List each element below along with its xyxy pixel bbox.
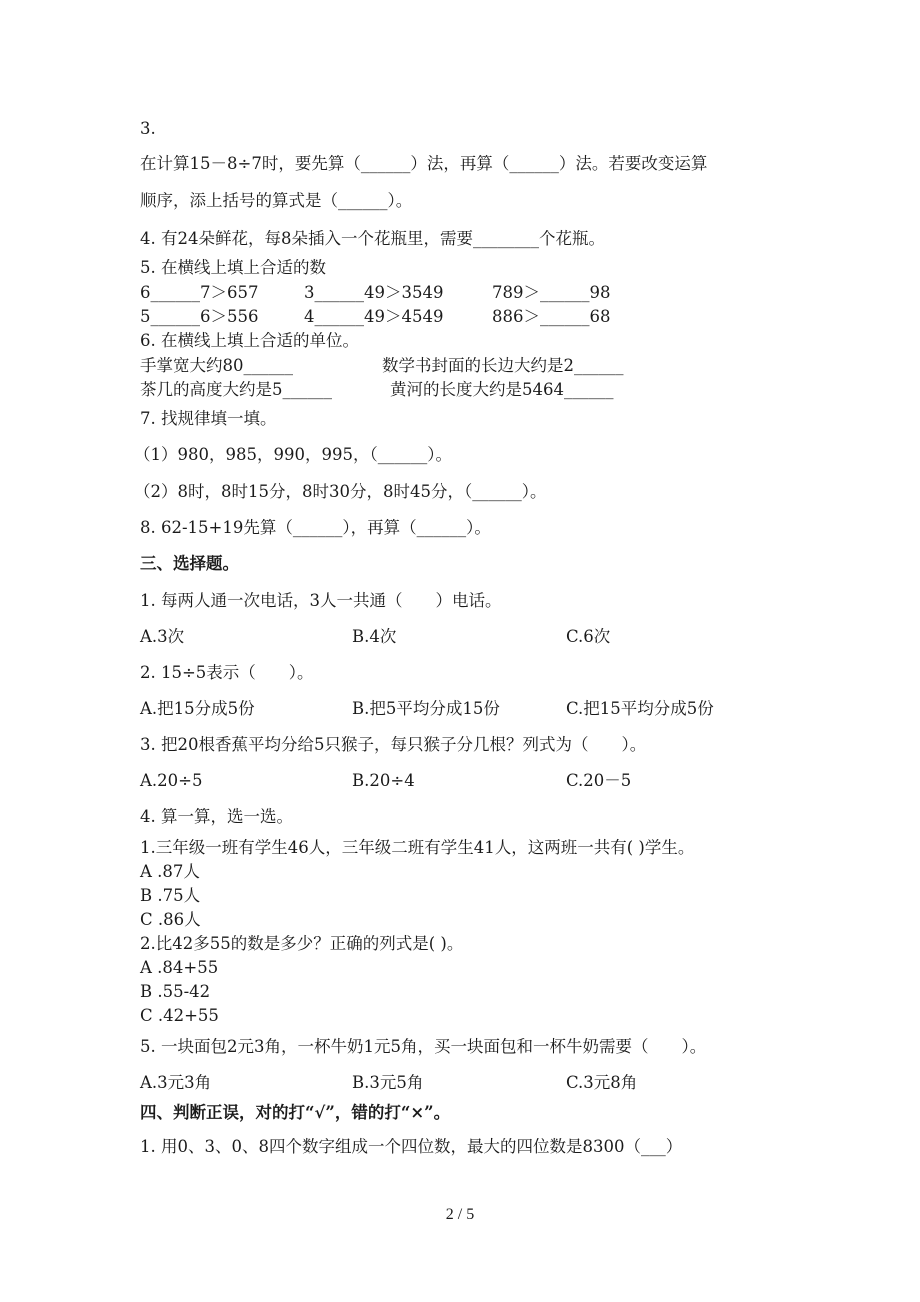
q7-part2: （2）8时，8时15分，8时30分，8时45分，（______）。 bbox=[134, 482, 547, 501]
q6-title: 6. 在横线上填上合适的单位。 bbox=[140, 331, 359, 350]
s3-q1-option-c: C.6次 bbox=[566, 627, 611, 646]
q3-text-line2: 顺序，添上括号的算式是（______）。 bbox=[140, 191, 413, 210]
s3-q4-sub2-option-a: A .84+55 bbox=[140, 958, 219, 977]
page-number: 2 / 5 bbox=[445, 1206, 475, 1223]
s3-q3-option-c: C.20－5 bbox=[566, 771, 632, 790]
s3-q5-option-b: B.3元5角 bbox=[352, 1073, 424, 1092]
s3-q1-option-b: B.4次 bbox=[352, 627, 397, 646]
s3-q2-option-b: B.把5平均分成15份 bbox=[352, 699, 500, 718]
q3-number: 3. bbox=[140, 119, 156, 138]
q5-r1-c2: 3______49＞3549 bbox=[304, 283, 444, 302]
s3-q3-option-a: A.20÷5 bbox=[140, 771, 203, 790]
s3-q3-text: 3. 把20根香蕉平均分给5只猴子，每只猴子分几根？列式为（ ）。 bbox=[140, 735, 647, 754]
s3-q4-sub1-option-a: A .87人 bbox=[140, 862, 200, 881]
section4-heading: 四、判断正误，对的打“√”，错的打“×”。 bbox=[140, 1103, 451, 1122]
s3-q4-sub2-option-b: B .55-42 bbox=[140, 982, 211, 1001]
q6-r1-c1: 手掌宽大约80______ bbox=[140, 356, 293, 375]
q3-text-line1: 在计算15－8÷7时，要先算（______）法，再算（______）法。若要改变运算 bbox=[140, 154, 708, 173]
section3-heading: 三、选择题。 bbox=[140, 554, 239, 573]
q6-r1-c2: 数学书封面的长边大约是2______ bbox=[382, 356, 624, 375]
s3-q4-sub1-option-c: C .86人 bbox=[140, 910, 201, 929]
s3-q1-text: 1. 每两人通一次电话，3人一共通（ ）电话。 bbox=[140, 591, 502, 610]
q4-text: 4. 有24朵鲜花，每8朵插入一个花瓶里，需要________个花瓶。 bbox=[140, 229, 605, 248]
s3-q4-text: 4. 算一算，选一选。 bbox=[140, 807, 293, 826]
s4-q1-text: 1. 用0、3、0、8四个数字组成一个四位数，最大的四位数是8300（___） bbox=[140, 1137, 683, 1156]
s3-q4-sub1-option-b: B .75人 bbox=[140, 886, 201, 905]
q5-r2-c3: 886＞______68 bbox=[492, 307, 611, 326]
s3-q2-text: 2. 15÷5表示（ ）。 bbox=[140, 663, 314, 682]
s3-q3-option-b: B.20÷4 bbox=[352, 771, 415, 790]
s3-q2-option-a: A.把15分成5份 bbox=[140, 699, 255, 718]
q5-r2-c1: 5______6＞556 bbox=[140, 307, 259, 326]
q6-r2-c1: 茶几的高度大约是5______ bbox=[140, 380, 332, 399]
s3-q5-text: 5. 一块面包2元3角，一杯牛奶1元5角，买一块面包和一杯牛奶需要（ ）。 bbox=[140, 1037, 707, 1056]
q7-part1: （1）980，985，990，995，（______）。 bbox=[134, 445, 452, 464]
q5-r1-c3: 789＞______98 bbox=[492, 283, 611, 302]
s3-q5-option-a: A.3元3角 bbox=[140, 1073, 212, 1092]
s3-q2-option-c: C.把15平均分成5份 bbox=[566, 699, 714, 718]
q5-r1-c1: 6______7＞657 bbox=[140, 283, 259, 302]
q5-r2-c2: 4______49＞4549 bbox=[304, 307, 444, 326]
s3-q4-sub1-text: 1.三年级一班有学生46人，三年级二班有学生41人，这两班一共有( )学生。 bbox=[140, 838, 695, 857]
q7-title: 7. 找规律填一填。 bbox=[140, 409, 277, 428]
q8-text: 8. 62-15+19先算（______），再算（______）。 bbox=[140, 518, 491, 537]
s3-q5-option-c: C.3元8角 bbox=[566, 1073, 638, 1092]
s3-q4-sub2-text: 2.比42多55的数是多少？正确的列式是( )。 bbox=[140, 934, 464, 953]
s3-q1-option-a: A.3次 bbox=[140, 627, 185, 646]
q6-r2-c2: 黄河的长度大约是5464______ bbox=[390, 380, 614, 399]
q5-title: 5. 在横线上填上合适的数 bbox=[140, 258, 326, 277]
s3-q4-sub2-option-c: C .42+55 bbox=[140, 1006, 219, 1025]
